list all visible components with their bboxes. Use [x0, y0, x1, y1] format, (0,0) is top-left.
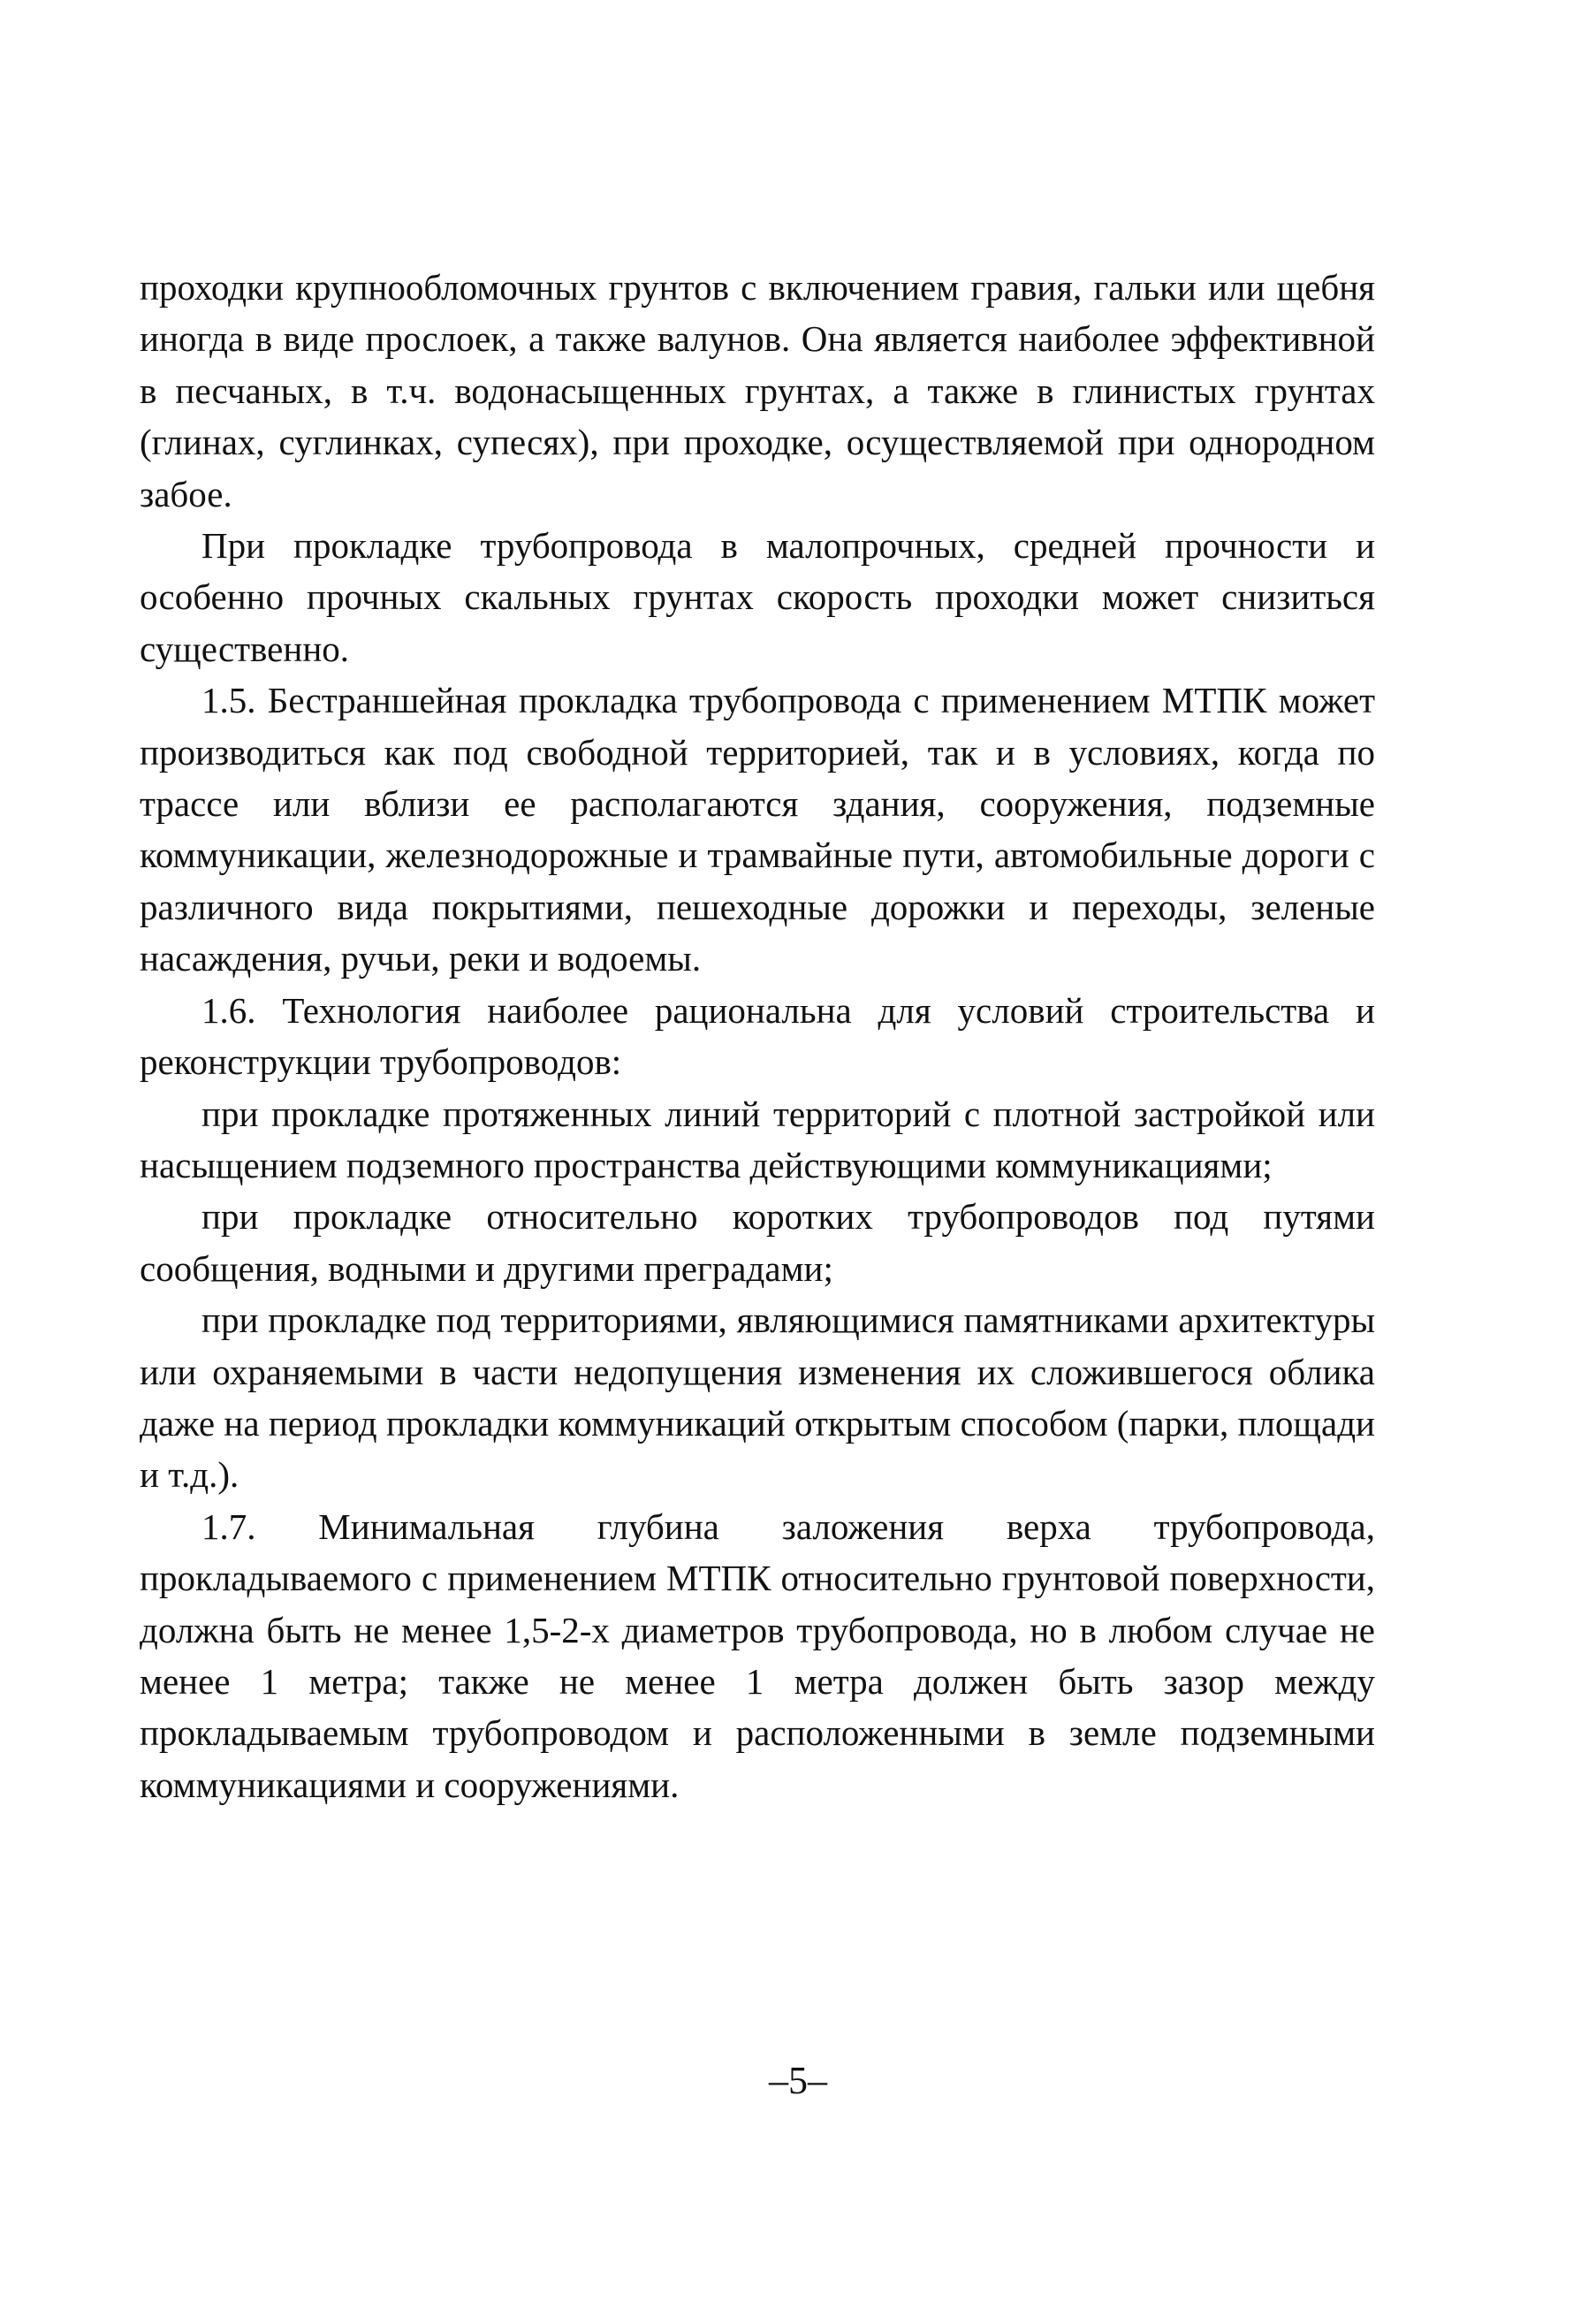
paragraph-continuation: проходки крупнообломочных грунтов с включением гравия, гальки или щебня иногда в виде прослоек, а также валунов. Она является наиболее эффективной в песчаных, в т.ч. водонасыщенных грунтах, а также в глинистых грунтах (глинах, суглинках, супесях), при проходке, осуществляемой при однородном забое.: [140, 267, 1375, 514]
paragraph-1-7: 1.7. Минимальная глубина заложения верха трубопровода, прокладываемого с применением МТПК относительно грунтовой поверхности, должна быть не менее 1,5-2-х диаметров трубопровода, но в любом случае не менее 1 метра; также не менее 1 метра должен быть зазор между прокладываемым трубопроводом и расположенными в земле подземными коммуникациями и сооружениями.: [140, 1505, 1375, 1805]
paragraph-rock-soils: При прокладке трубопровода в малопрочных, средней прочности и особенно прочных скальных грунтах скорость проходки может снизиться существенно.: [140, 525, 1375, 669]
paragraph-1-6-item-1: при прокладке протяженных линий территорий с плотной застройкой или насыщением подземного пространства действующими коммуникациями;: [140, 1093, 1375, 1185]
paragraph-1-6: 1.6. Технология наиболее рациональна для условий строительства и реконструкции трубопроводов:: [140, 989, 1375, 1083]
paragraph-1-5: 1.5. Бестраншейная прокладка трубопровода с применением МТПК может производиться как под свободной территорией, так и в условиях, когда по трассе или вблизи ее располагаются здания, сооружения, подземные коммуникации, железнодорожные и трамвайные пути, автомобильные дороги с различного вида покрытиями, пешеходные дорожки и переходы, зеленые насаждения, ручьи, реки и водоемы.: [140, 680, 1375, 979]
body-text: [140, 262, 1375, 1810]
page-number: –5–: [769, 2059, 827, 2102]
paragraph-1-6-item-2: при прокладке относительно коротких трубопроводов под путями сообщения, водными и другими преградами;: [140, 1196, 1375, 1289]
paragraph-1-6-item-3: при прокладке под территориями, являющимися памятниками архитектуры или охраняемыми в части недопущения изменения их сложившегося облика даже на период прокладки коммуникаций открытым способом (парки, площади и т.д.).: [140, 1299, 1375, 1496]
